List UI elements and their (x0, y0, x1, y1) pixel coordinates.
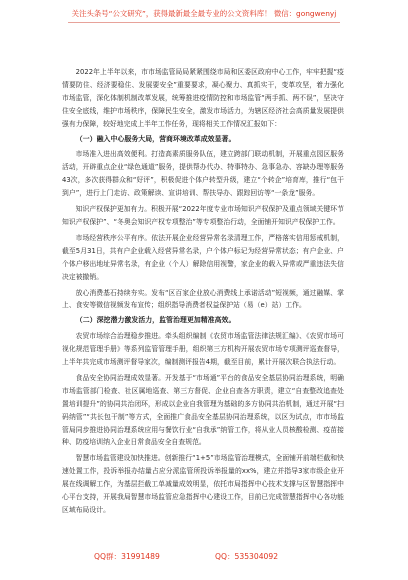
section1-paragraph: 市场准入进出高效便利。打造高素质服务队伍，建立跨部门联动机制，开展重点园区服务活动，开辟重点企业“绿色通道”服务，提供帮办代办、特事特办、急事急办、容缺办理等服务43次，多次获得群众和“好评”，积极促进个体户转型升级，建立“个转企”培育库，推行“包干到户”，进行上门走访、政策解读、宣讲培训、帮扶导办、跟踪回访等“一条龙”服务。 (62, 150, 344, 198)
section1-paragraph: 放心消费基石持续夯实。发布“区百家企业放心消费线上承诺活动”短视频，通过融媒、掌上、食安等微信视频发布宣传；组织指导消费者权益保护站（易（e）站）工作。 (62, 288, 344, 310)
section2-paragraph: 农贸市场综合治理稳步推进。牵头组织编制《农贸市场监管法律法规汇编》、《农贸市场可视化规范管理手册》等系列监管管理手册，组织第三方机构开展农贸市场专项测评巡查督导，上半年共完成市场测评督导家次，编制测评报告4期，截至目前，累计开展次联合执法行动。 (62, 332, 344, 367)
section-heading-2: （二）深挖潜力激发活力，监管治理更加精准高效。 (75, 316, 236, 325)
promo-banner: 关注头条号“公文研究”，获得最新最全最专业的公文资料库！ 微信：gongwenyj (71, 9, 337, 18)
document-body (62, 66, 344, 517)
banner-underline (68, 22, 340, 23)
intro-paragraph: 2022年上半年以来，市市场监管局局紧紧围绕市局和区委区政府中心工作，牢牢把握“疫情要防住、经济要稳住、发展要安全”重要要求，凝心聚力、真抓实干，变革攻坚，着力强化市场监管，深化体制机制改革发展，统筹推进疫情防控和市场监管“两手抓、两不误”，坚决守住安全底线，维护市场秩序，保障民生安全，激发市场活力，为辖区经济社会高质量发展提供强有力保障，较好地完成上半年工作任务，现将相关工作情况汇报如下： (62, 68, 344, 128)
qq-group-number: QQ群：31991489 (94, 552, 160, 561)
section2-paragraph: 智慧市场监管建设加快推进。创新推行“1+5”市场监管治理模式，全面铺开前端栏截和快速处置工作，投诉举报办结量占应分派监管所投诉举报量的xx%，建立并指导3家市级企业开展在线调解工作，为基层拦截工单减量成效明显，依托市局指挥中心技术支撑与区智慧指挥中心平台支持，开展我局智慧市场监管应急指挥中心建设工作，目前已完成智慧指挥中心各功能区域布局设计。 (62, 454, 344, 514)
section1-paragraph: 知识产权保护更加有力。积极开展“2022年度专业市场知识产权保护及重点领域关键环节知识产权保护”、“冬奥会知识产权专项整治”等专项整治行动，全面铺开知识产权保护工作。 (62, 205, 344, 226)
section2-paragraph: 食品安全协同治理成效显著。开发基于“市场通”平台的食品安全基层协同治理系统，明确市场监管部门检查、社区属地巡查、第三方督促、企业自查各方职责，建立“自查整改追查处置培训提升”的协同共治闭环，形成以企业自我管理为基础的多方协同共治机制，通过开展“扫码纳管”“共长包干制”等方式，全面推广食品安全基层协同治理系统，以区为试点，市市场监管局同步推进协同治理系统应用与餐饮行业“自我承”纳管工作，将从业人员核酸检测、疫苗接种、防疫培训纳入企业日常食品安全自查规范。 (62, 373, 344, 447)
qq-number: QQ：535304092 (215, 552, 279, 561)
section-heading-1: （一）融入中心服务大局，营商环境改革成效显著。 (75, 134, 236, 143)
section1-paragraph: 市场经营秩序公平有序。依法开展企业经营异常名录清理工作，严格落实信用惩戒机制，截至5月31日，共有户企业载入经营异常名录，户个体户标记为经营异常状态；有户企业、户个体户移出地址异常名录，有企业（个人）解除信用视警，家企业的载入异常或严重违法失信决定被撤销。 (62, 233, 344, 281)
